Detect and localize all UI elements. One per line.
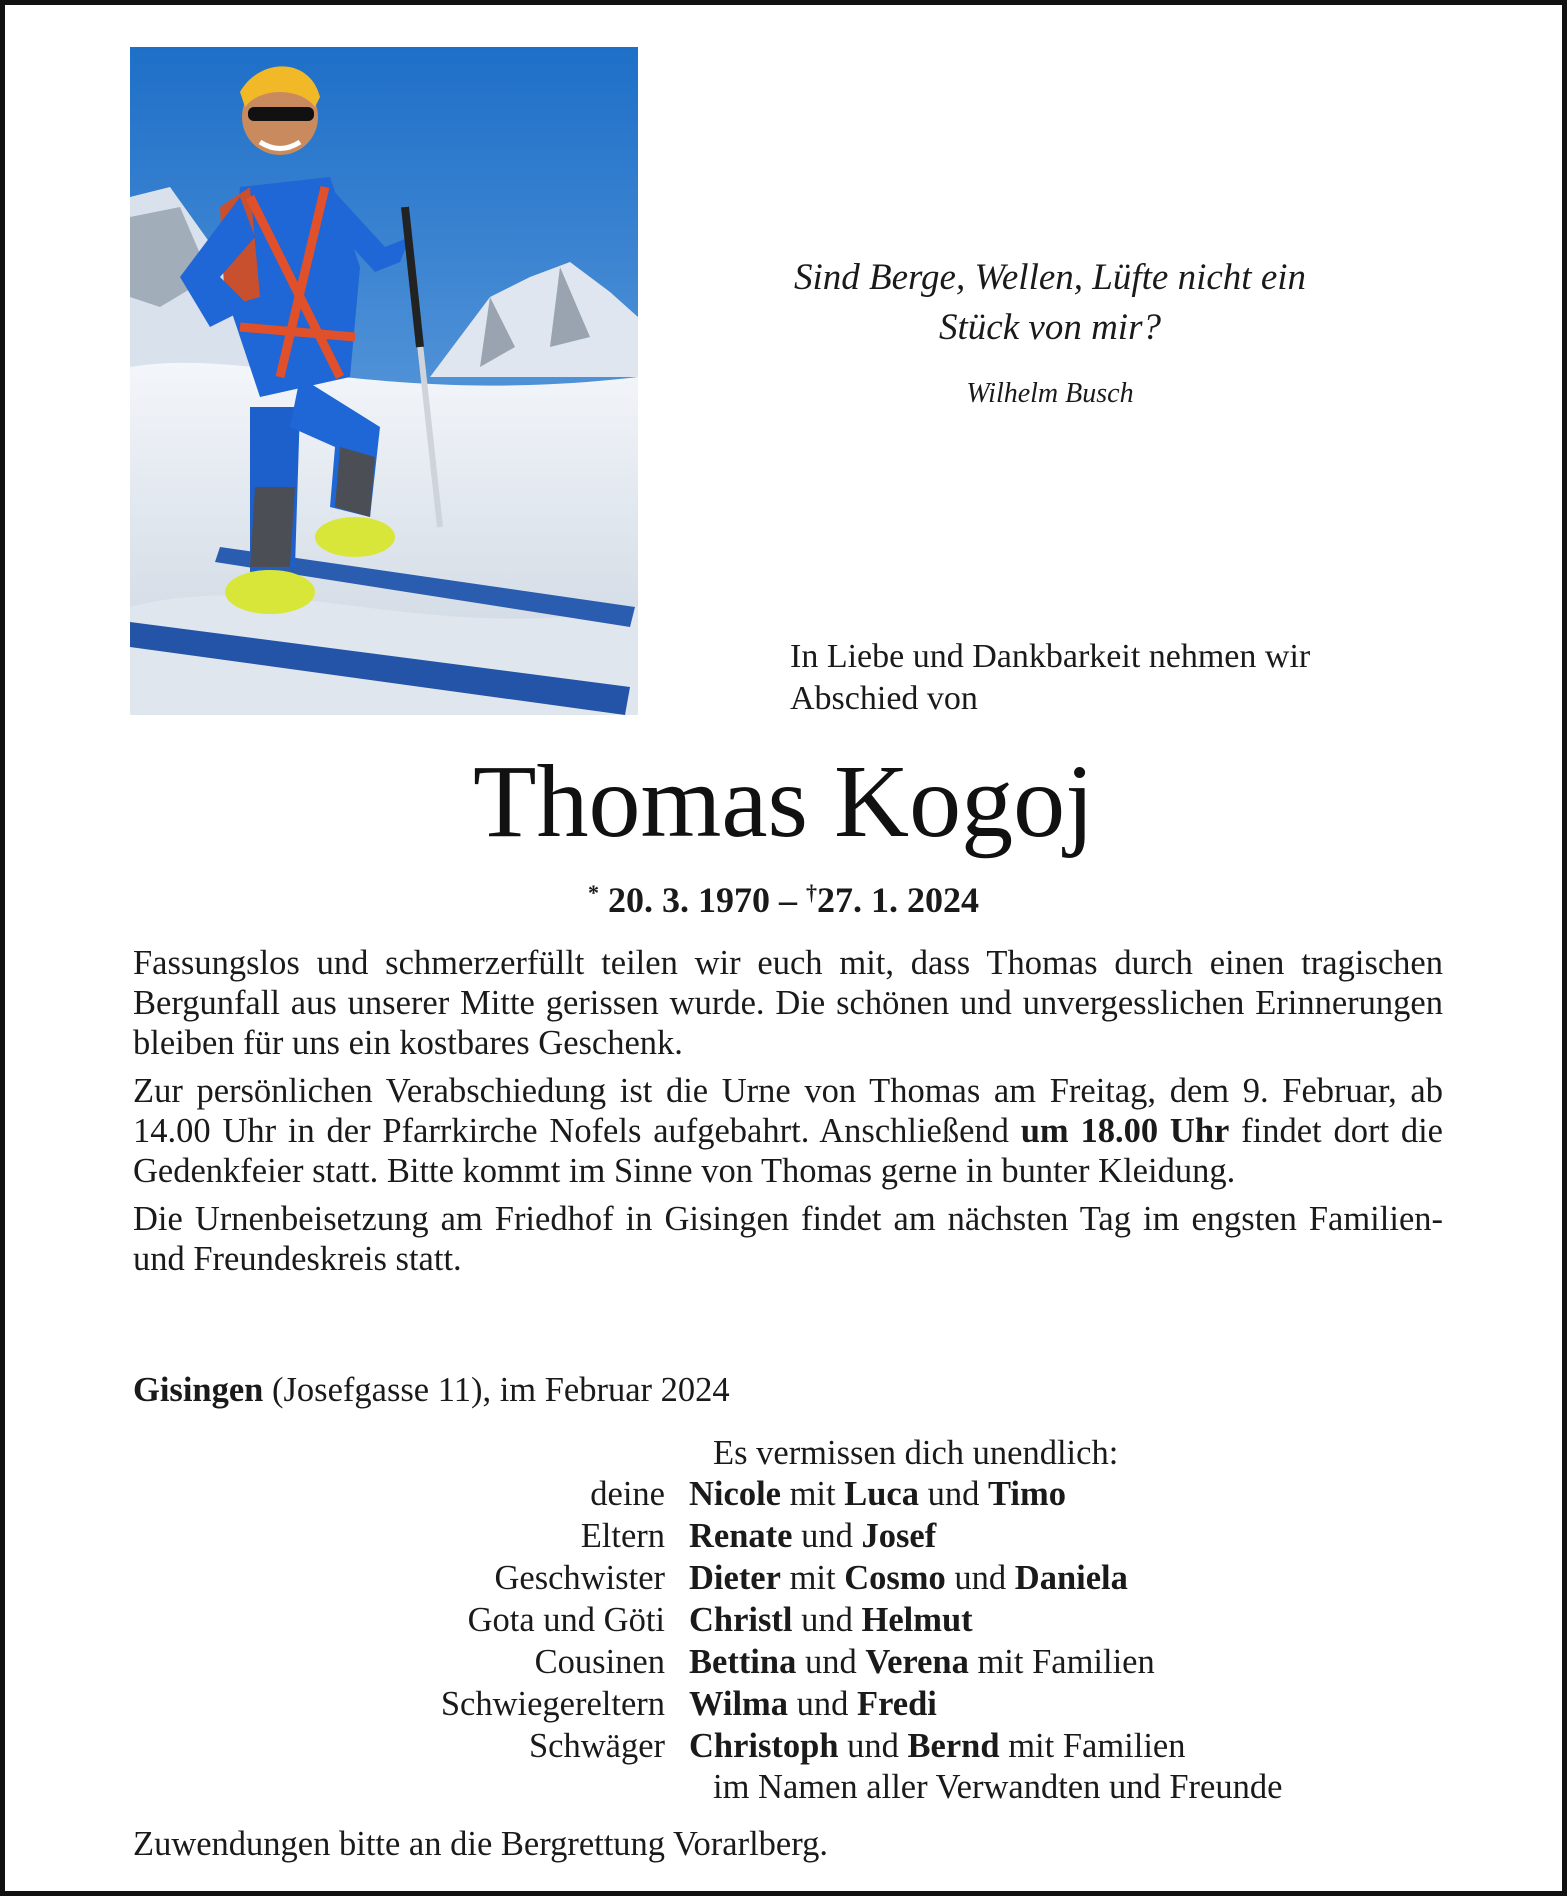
family-row bbox=[133, 1683, 1463, 1725]
connector-text: und bbox=[838, 1727, 908, 1765]
paragraph-2-b: findet dort die Gedenkfeier statt. Bitte kommt im Sinne von Thomas gerne in bunter Kleidung. bbox=[133, 1112, 1443, 1190]
relative-name: Luca bbox=[844, 1475, 919, 1513]
relative-name: Daniela bbox=[1014, 1559, 1128, 1597]
relation-label: Gota und Göti bbox=[467, 1601, 665, 1639]
connector-text: mit Familien bbox=[999, 1727, 1186, 1765]
paragraph-2 bbox=[133, 1071, 1443, 1191]
birth-symbol: * bbox=[588, 880, 599, 905]
farewell-intro bbox=[790, 636, 1490, 720]
connector-text: mit bbox=[780, 1559, 845, 1597]
relative-names bbox=[689, 1515, 1463, 1557]
relative-names bbox=[689, 1683, 1463, 1725]
farewell-line-2: Abschied von bbox=[790, 680, 978, 717]
epigraph-quote bbox=[750, 253, 1350, 353]
relative-name: Dieter bbox=[689, 1559, 781, 1597]
address-date: (Josefgasse 11), im Februar 2024 bbox=[263, 1371, 730, 1409]
relative-name: Bettina bbox=[689, 1643, 797, 1681]
connector-text: mit Familien bbox=[968, 1643, 1155, 1681]
connector-text: und bbox=[792, 1517, 862, 1555]
paragraph-3: Die Urnenbeisetzung am Friedhof in Gisingen findet am nächsten Tag im engsten Familien- und Freundeskreis statt. bbox=[133, 1200, 1443, 1278]
relative-name: Christoph bbox=[689, 1727, 839, 1765]
relation-label: Schwäger bbox=[528, 1727, 665, 1765]
relative-name: Renate bbox=[689, 1517, 793, 1555]
ceremony-time: um 18.00 Uhr bbox=[1020, 1112, 1230, 1150]
quote-line-2: Stück von mir? bbox=[939, 307, 1161, 348]
relative-names bbox=[689, 1557, 1463, 1599]
relative-names bbox=[689, 1473, 1463, 1515]
connector-text: und bbox=[788, 1685, 858, 1723]
connector-text: und bbox=[796, 1643, 866, 1681]
portrait-photo bbox=[130, 47, 638, 715]
family-closing: im Namen aller Verwandten und Freunde bbox=[713, 1768, 1283, 1806]
relative-name: Cosmo bbox=[844, 1559, 946, 1597]
family-row bbox=[133, 1641, 1463, 1683]
town: Gisingen bbox=[133, 1371, 264, 1409]
relation-label: deine bbox=[590, 1475, 665, 1513]
death-date: 27. 1. 2024 bbox=[817, 880, 979, 920]
relation-label: Schwiegereltern bbox=[440, 1685, 665, 1723]
relative-name: Helmut bbox=[861, 1601, 973, 1639]
announcement-body bbox=[133, 943, 1443, 1287]
family-row bbox=[133, 1599, 1463, 1641]
relative-name: Timo bbox=[988, 1475, 1066, 1513]
life-dates bbox=[5, 879, 1562, 921]
paragraph-1: Fassungslos und schmerzerfüllt teilen wir euch mit, dass Thomas durch einen tragischen Bergunfall aus unserer Mitte gerissen wurde. Die schönen und unvergesslichen Erinnerungen bleiben für uns ein kostbares Geschenk. bbox=[133, 944, 1443, 1062]
relative-name: Josef bbox=[861, 1517, 937, 1555]
relative-names bbox=[689, 1641, 1463, 1683]
family-row bbox=[133, 1473, 1463, 1515]
relative-names bbox=[689, 1725, 1463, 1767]
birth-date: 20. 3. 1970 bbox=[608, 880, 770, 920]
relative-name: Fredi bbox=[857, 1685, 937, 1723]
farewell-line-1: In Liebe und Dankbarkeit nehmen wir bbox=[790, 638, 1311, 675]
relation-label: Eltern bbox=[580, 1517, 665, 1555]
family-row bbox=[133, 1725, 1463, 1767]
connector-text: und bbox=[792, 1601, 862, 1639]
paragraph-2-a: Zur persönlichen Verabschiedung ist die Urne von Thomas am Freitag, dem 9. Februar, ab 14.00 Uhr in der Pfarrkirche Nofels aufgebahrt. Anschließend bbox=[133, 1072, 1443, 1150]
connector-text: mit bbox=[780, 1475, 845, 1513]
boot-left bbox=[225, 570, 315, 614]
donations-note: Zuwendungen bitte an die Bergrettung Vorarlberg. bbox=[133, 1825, 828, 1863]
relative-name: Verena bbox=[865, 1643, 969, 1681]
relative-name: Nicole bbox=[689, 1475, 781, 1513]
family-row bbox=[133, 1515, 1463, 1557]
quote-author: Wilhelm Busch bbox=[966, 378, 1134, 409]
relative-name: Bernd bbox=[907, 1727, 1000, 1765]
skier-photo-illustration bbox=[130, 47, 638, 715]
relative-name: Wilma bbox=[689, 1685, 789, 1723]
family-row bbox=[133, 1557, 1463, 1599]
date-separator: – bbox=[779, 880, 797, 920]
quote-line-1: Sind Berge, Wellen, Lüfte nicht ein bbox=[793, 257, 1307, 298]
relative-names bbox=[689, 1599, 1463, 1641]
connector-text: und bbox=[945, 1559, 1015, 1597]
relation-label: Geschwister bbox=[494, 1559, 665, 1597]
relation-label: Cousinen bbox=[534, 1643, 665, 1681]
connector-text: und bbox=[919, 1475, 988, 1513]
family-heading: Es vermissen dich unendlich: bbox=[713, 1434, 1119, 1472]
deceased-name: Thomas Kogoj bbox=[472, 744, 1095, 859]
relative-name: Christl bbox=[689, 1601, 793, 1639]
boot-right bbox=[315, 517, 395, 557]
place-and-date bbox=[133, 1370, 1333, 1410]
family-list bbox=[133, 1433, 1463, 1807]
death-symbol: † bbox=[806, 880, 817, 905]
